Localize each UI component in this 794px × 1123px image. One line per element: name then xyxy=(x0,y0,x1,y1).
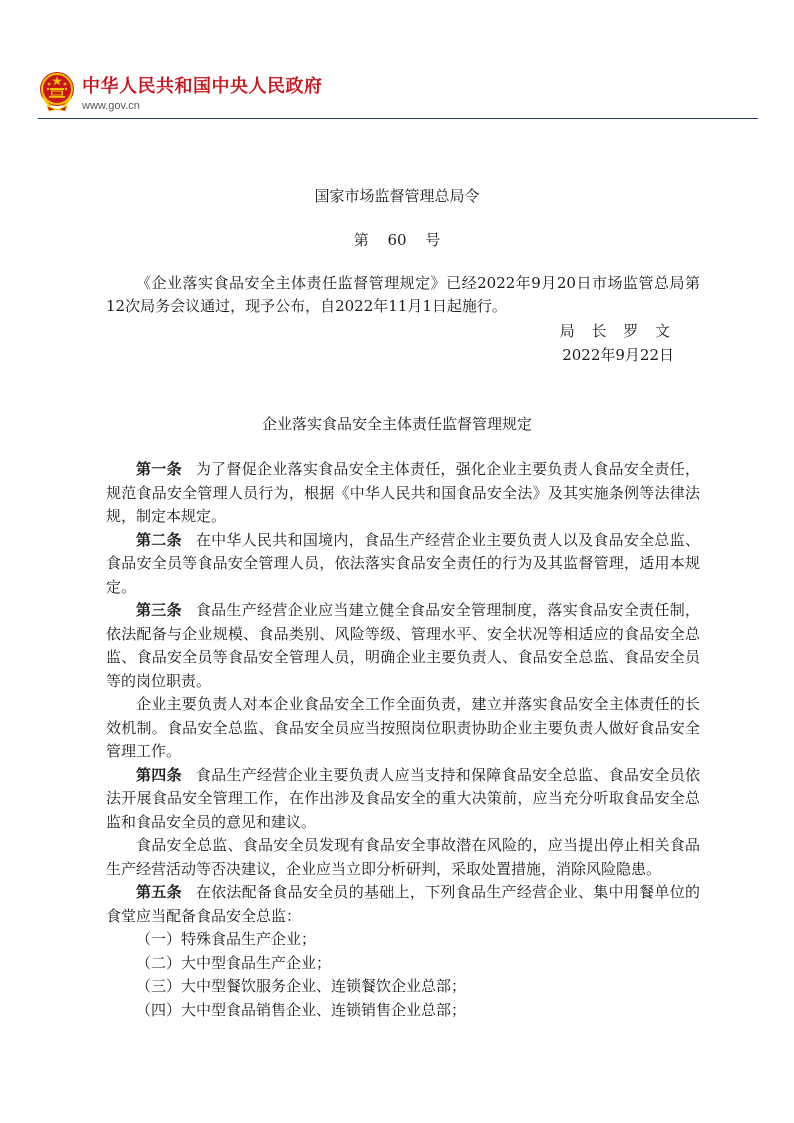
list-item: （四）大中型食品销售企业、连锁销售企业总部； xyxy=(136,1000,467,1019)
article-paragraph xyxy=(106,458,700,529)
list-item: （三）大中型餐饮服务企业、连锁餐饮企业总部； xyxy=(136,977,467,995)
article-text: 食品生产经营企业主要负责人应当支持和保障食品安全总监、食品安全员依法开展食品安全管理工作，在作出涉及食品安全的重大决策前，应当充分听取食品安全总监和食品安全员的意见和建议。 xyxy=(106,765,700,831)
order-number: 第 60 号 xyxy=(353,231,441,249)
article-text: 在中华人民共和国境内，食品生产经营企业主要负责人以及食品安全总监、食品安全员等食品安全管理人员，依法落实食品安全责任的行为及其监督管理，适用本规定。 xyxy=(106,530,700,596)
article-paragraph xyxy=(106,529,700,600)
regulation-body xyxy=(106,458,700,1022)
article-text: 为了督促企业落实食品安全主体责任，强化企业主要负责人食品安全责任，规范食品安全管理人员行为，根据《中华人民共和国食品安全法》及其实施条例等法律法规，制定本规定。 xyxy=(106,460,700,525)
article-paragraph xyxy=(106,764,700,835)
article-number: 第五条 xyxy=(136,883,182,901)
article-paragraph xyxy=(106,834,700,881)
article-paragraph xyxy=(106,881,700,928)
site-header xyxy=(38,68,758,118)
regulation-title: 企业落实食品安全主体责任监督管理规定 xyxy=(261,415,532,433)
signatory: 局 长 罗 文 xyxy=(559,322,670,340)
article-number: 第二条 xyxy=(136,530,182,549)
article-text: 在依法配备食品安全员的基础上，下列食品生产经营企业、集中用餐单位的食堂应当配备食品安全总监： xyxy=(106,883,700,925)
article-paragraph xyxy=(106,693,700,764)
header-divider xyxy=(38,118,758,119)
article-number: 第四条 xyxy=(136,765,182,784)
site-url[interactable]: www.gov.cn xyxy=(82,100,140,112)
order-title: 国家市场监督管理总局令 xyxy=(314,187,480,205)
article-paragraph xyxy=(106,599,700,693)
signature-date: 2022年9月22日 xyxy=(562,346,674,364)
article-number: 第一条 xyxy=(136,460,182,478)
national-emblem-icon xyxy=(38,70,76,112)
article-text: 食品安全总监、食品安全员发现有食品安全事故潜在风险的，应当提出停止相关食品生产经营活动等否决建议，企业应当立即分析研判，采取处置措施，消除风险隐患。 xyxy=(106,836,700,878)
site-name[interactable]: 中华人民共和国中央人民政府 xyxy=(82,76,323,97)
article-text: 企业主要负责人对本企业食品安全工作全面负责，建立并落实食品安全主体责任的长效机制。食品安全总监、食品安全员应当按照岗位职责协助企业主要负责人做好食品安全管理工作。 xyxy=(106,695,700,760)
article-number: 第三条 xyxy=(136,601,182,619)
list-item: （二）大中型食品生产企业； xyxy=(136,953,332,972)
promulgation-text: 《企业落实食品安全主体责任监督管理规定》已经2022年9月20日市场监管总局第12次局务会议通过，现予公布，自2022年11月1日起施行。 xyxy=(106,274,700,315)
article-text: 食品生产经营企业应当建立健全食品安全管理制度，落实食品安全责任制，依法配备与企业规模、食品类别、风险等级、管理水平、安全状况等相适应的食品安全总监、食品安全员等食品安全管理人员，明确企业主要负责人、食品安全总监、食品安全员等的岗位职责。 xyxy=(106,601,700,690)
list-item: （一）特殊食品生产企业； xyxy=(136,930,317,948)
